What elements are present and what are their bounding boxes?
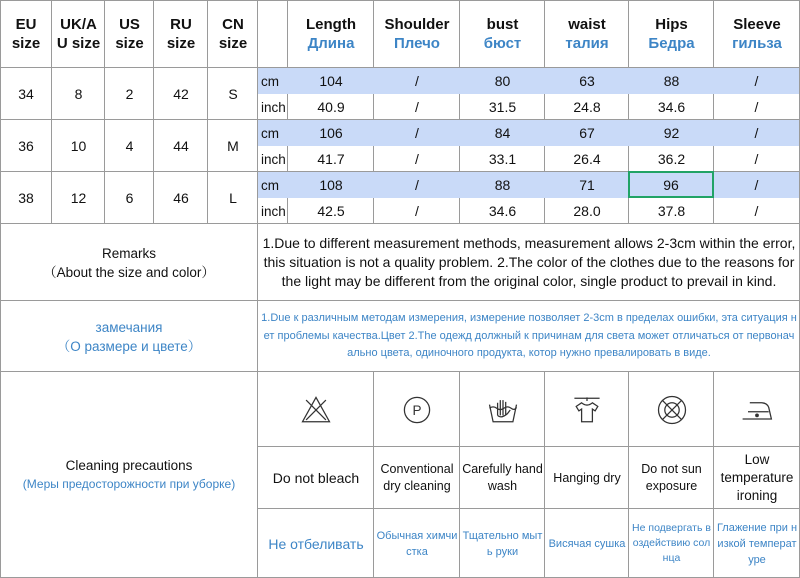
- no-sun-caption: Do not sun exposure: [641, 462, 702, 493]
- length-value: 106: [288, 120, 374, 146]
- header-hips-ru: Бедра: [648, 34, 695, 52]
- header-bust: [460, 0, 545, 67]
- hips-value: 37.8: [657, 203, 686, 219]
- hang-dry-icon: [545, 372, 629, 447]
- no-sun-caption-ru: Не подвергать воздействию солнца: [632, 522, 711, 564]
- waist-value: 26.4: [573, 151, 601, 167]
- header-length-en: Length: [306, 15, 356, 33]
- shoulder-value: /: [374, 172, 460, 198]
- hand-wash-caption-ru: Тщательно мыть руки: [462, 529, 543, 558]
- svg-text:P: P: [412, 402, 422, 418]
- sleeve-value: /: [714, 120, 799, 146]
- sleeve-value: /: [754, 203, 759, 219]
- no-sun-icon: [629, 372, 714, 447]
- ru-size-value: 44: [173, 138, 189, 154]
- eu-size-value: 34: [18, 86, 34, 102]
- bust-value: 31.5: [488, 99, 517, 115]
- header-hips-en: Hips: [655, 15, 688, 33]
- length-value: 104: [288, 68, 374, 94]
- unit-label: cm: [258, 172, 288, 198]
- hang-dry-caption: Hanging dry: [553, 470, 621, 485]
- waist-value: 67: [545, 120, 629, 146]
- header-waist-en: waist: [568, 15, 606, 33]
- header-bust-en: bust: [486, 15, 519, 33]
- remarks-text: 1.Due to different measurement methods, measurement allows 2-3cm within the error, this situation is not a quality problem. 2.The color of the clothes due to the reasons for the light may be different from the original color, single product to prevail in kind.: [262, 235, 796, 289]
- bust-value: 33.1: [488, 151, 517, 167]
- sleeve-value: /: [754, 99, 759, 115]
- bust-value: 84: [460, 120, 545, 146]
- unit-label: inch: [261, 99, 286, 115]
- hips-value: 34.6: [657, 99, 686, 115]
- ru-size-value: 46: [173, 190, 189, 206]
- header-sleeve: [714, 0, 800, 67]
- cleaning-title: Cleaning precautions: [65, 458, 193, 473]
- cn-size-value: M: [227, 138, 239, 154]
- header-length: [288, 0, 374, 67]
- header-shoulder-en: Shoulder: [384, 15, 450, 33]
- uk-size-value: 10: [70, 138, 87, 154]
- remarks-subtitle: （About the size and color）: [43, 264, 215, 280]
- cleaning-subtitle: (Меры предосторожности при уборке): [22, 477, 236, 491]
- eu-size-value: 38: [18, 190, 34, 206]
- uk-size-value: 8: [74, 86, 83, 102]
- header-hips: [629, 0, 714, 67]
- length-value: 41.7: [317, 151, 345, 167]
- cn-size-value: L: [229, 190, 237, 206]
- sleeve-value: /: [754, 151, 759, 167]
- unit-label: cm: [258, 120, 288, 146]
- uk-size-value: 12: [70, 190, 87, 206]
- cn-size-value: S: [228, 86, 238, 102]
- dry-clean-caption-ru: Обычная химчистка: [376, 529, 458, 558]
- remarks-ru-text: 1.Due к различным методам измерения, измерение позволяет 2-3cm в пределах ошибки, эта ситуация нет проблемы качества.Цвет 2.The одежд должный к причинам для света может отличаться от первоначально цвета, одиночного продукта, котор нужно превалировать в виде.: [261, 312, 797, 360]
- shoulder-value: /: [374, 120, 460, 146]
- header-uk-size: UK/A U size: [56, 15, 101, 52]
- remarks-ru-title: замечания: [95, 319, 163, 335]
- hips-value: 92: [629, 120, 714, 146]
- length-value: 108: [288, 172, 374, 198]
- us-size-value: 6: [125, 190, 134, 206]
- sleeve-value: /: [714, 68, 799, 94]
- header-cn-size: CN size: [218, 15, 248, 52]
- header-shoulder: [374, 0, 460, 67]
- eu-size-value: 36: [18, 138, 34, 154]
- remarks-title: Remarks: [101, 245, 156, 261]
- hand-wash-icon: [460, 372, 545, 447]
- waist-value: 24.8: [573, 99, 601, 115]
- remarks-ru-subtitle: （О размере и цвете）: [56, 338, 202, 354]
- header-sleeve-ru: гильза: [732, 34, 782, 52]
- us-size-value: 2: [125, 86, 134, 102]
- hips-value: 36.2: [657, 151, 686, 167]
- header-waist: [545, 0, 629, 67]
- shoulder-value: /: [415, 99, 419, 115]
- dry-clean-icon: [374, 372, 460, 447]
- hand-wash-caption: Carefully hand wash: [462, 462, 543, 493]
- no-bleach-caption: Do not bleach: [272, 469, 360, 486]
- sleeve-value: /: [714, 172, 799, 198]
- unit-label: inch: [261, 151, 286, 167]
- low-iron-caption: Low temperature ironing: [720, 452, 794, 503]
- low-iron-icon: [714, 372, 800, 447]
- ru-size-value: 42: [173, 86, 189, 102]
- header-shoulder-ru: Плечо: [394, 34, 440, 52]
- waist-value: 71: [545, 172, 629, 198]
- no-bleach-caption-ru: Не отбеливать: [268, 535, 364, 552]
- shoulder-value: /: [415, 203, 419, 219]
- no-bleach-icon: [258, 372, 374, 447]
- header-sleeve-en: Sleeve: [733, 15, 781, 33]
- shoulder-value: /: [415, 151, 419, 167]
- bust-value: 80: [460, 68, 545, 94]
- remarks-label: [0, 224, 258, 301]
- header-waist-ru: талия: [565, 34, 609, 52]
- length-value: 40.9: [317, 99, 345, 115]
- dry-clean-caption: Conventional dry cleaning: [380, 462, 454, 493]
- unit-label: inch: [261, 203, 286, 219]
- cleaning-label: [0, 372, 258, 578]
- low-iron-caption-ru: Глажение при низкой температуре: [716, 521, 798, 566]
- us-size-value: 4: [125, 138, 134, 154]
- bust-value: 34.6: [488, 203, 517, 219]
- unit-label: cm: [258, 68, 288, 94]
- hips-value: 88: [629, 68, 714, 94]
- header-ru-size: RU size: [166, 15, 196, 52]
- length-value: 42.5: [317, 203, 345, 219]
- hips-value-selected-cell[interactable]: 96: [628, 171, 714, 198]
- header-us-size: US size: [115, 15, 144, 52]
- header-length-ru: Длина: [307, 34, 355, 52]
- shoulder-value: /: [374, 68, 460, 94]
- waist-value: 28.0: [573, 203, 601, 219]
- hang-dry-caption-ru: Висячая сушка: [548, 537, 626, 550]
- bust-value: 88: [460, 172, 545, 198]
- remarks-ru-label: [0, 301, 258, 372]
- header-eu-size: EU size: [11, 15, 41, 52]
- waist-value: 63: [545, 68, 629, 94]
- header-bust-ru: бюст: [483, 34, 522, 52]
